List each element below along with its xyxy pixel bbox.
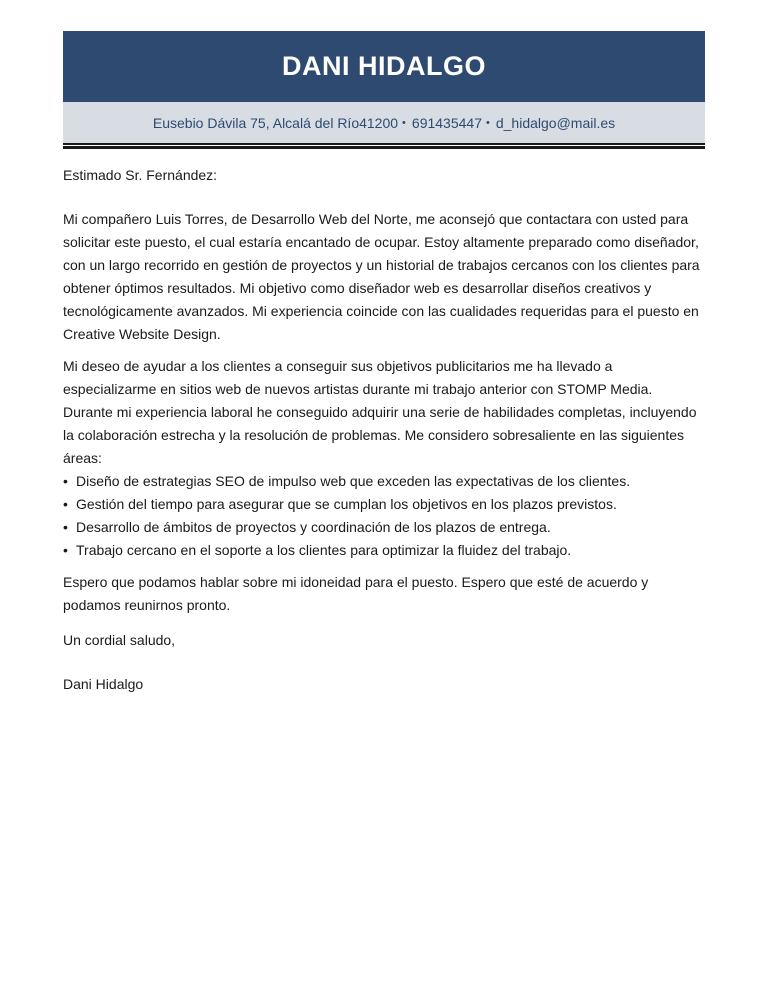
list-item: • Gestión del tiempo para asegurar que se cumplan los objetivos en los plazos previstos.: [63, 493, 705, 516]
bullet-icon: •: [63, 519, 68, 535]
paragraph-experience: Mi deseo de ayudar a los clientes a conseguir sus objetivos publicitarios me ha llevado a especializarme en sitios web de nuevos artistas durante mi trabajo anterior con STOMP Media. Durante mi experiencia laboral he conseguido adquirir una serie de habilidades completas, incluyendo la colaboración estrecha y la resolución de problemas. Me considero sobresaliente en las siguientes áreas:: [63, 358, 697, 466]
address-text: Eusebio Dávila 75, Alcalá del Río41200: [152, 114, 399, 131]
bullet-separator: •: [485, 116, 490, 129]
contact-bar: [63, 102, 705, 143]
header-banner: [63, 31, 705, 102]
applicant-name: DANI HIDALGO: [282, 51, 486, 81]
salutation: Estimado Sr. Fernández:: [63, 167, 218, 183]
divider-thick: [63, 146, 705, 149]
signature: Dani Hidalgo: [63, 676, 144, 692]
paragraph-intro: Mi compañero Luis Torres, de Desarrollo Web del Norte, me aconsejó que contactara con usted para solicitar este puesto, el cual estaría encantado de ocupar. Estoy altamente preparado como diseñador, con un largo recorrido en gestión de proyectos y un historial de trabajos cercanos con los clientes para obtener óptimos resultados. Mi objetivo como diseñador web es desarrollar diseños creativos y tecnológicamente avanzados. Mi experiencia coincide con las cualidades requeridas para el puesto en Creative Website Design.: [63, 211, 700, 342]
bullet-separator: •: [402, 116, 406, 129]
divider-thin: [63, 143, 705, 145]
closing-line: Un cordial saludo,: [63, 632, 176, 648]
list-item: • Trabajo cercano en el soporte a los clientes para optimizar la fluidez del trabajo.: [63, 539, 705, 562]
list-item: • Diseño de estrategias SEO de impulso web que exceden las expectativas de los clientes.: [63, 470, 705, 493]
bullet-icon: •: [63, 542, 68, 558]
paragraph-closing: Espero que podamos hablar sobre mi idoneidad para el puesto. Espero que esté de acuerdo y podamos reunirnos pronto.: [63, 574, 649, 613]
letter-body: [63, 164, 705, 696]
email-text: d_hidalgo@mail.es: [495, 114, 616, 131]
phone-text: 691435447: [411, 114, 482, 131]
bullet-icon: •: [63, 473, 68, 489]
skills-list: [63, 470, 705, 562]
list-item: • Desarrollo de ámbitos de proyectos y coordinación de los plazos de entrega.: [63, 516, 705, 539]
bullet-icon: •: [63, 496, 68, 512]
